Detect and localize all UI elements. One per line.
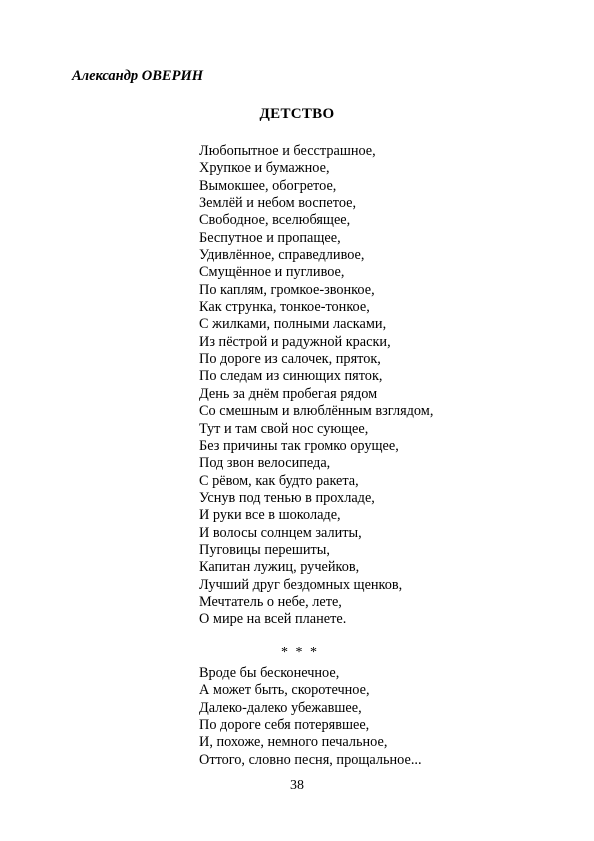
page-number: 38	[290, 778, 304, 793]
poem-line: Удивлённое, справедливое,	[199, 247, 365, 264]
stanza-separator: * * *	[281, 645, 319, 660]
poem-line: Оттого, словно песня, прощальное...	[199, 751, 422, 768]
poem-line: По каплям, громкое-звонкое,	[199, 281, 375, 298]
poem-line: По следам из синющих пяток,	[199, 368, 383, 385]
poem-line: Без причины так громко орущее,	[199, 437, 399, 454]
poem-line: И руки все в шоколаде,	[199, 507, 341, 524]
poem-stanza-2	[199, 665, 422, 769]
poem-line: С рёвом, как будто ракета,	[199, 472, 359, 489]
poem-line: О мире на всей планете.	[199, 611, 347, 628]
poem-line: День за днём пробегая рядом	[199, 385, 378, 402]
poem-line: Тут и там свой нос сующее,	[199, 420, 369, 437]
poem-line: С жилками, полными ласками,	[199, 316, 387, 333]
poem-line: Вымокшее, обогретое,	[199, 177, 337, 194]
poem-line: Землёй и небом воспетое,	[199, 195, 357, 212]
poem-line: По дороге из салочек, пряток,	[199, 351, 381, 368]
poem-line: И, похоже, немного печальное,	[199, 734, 388, 751]
poem-line: Из пёстрой и радужной краски,	[199, 333, 391, 350]
poem-line: Вроде бы бесконечное,	[199, 665, 340, 681]
poem-line: Мечтатель о небе, лете,	[199, 593, 342, 610]
poem-line: Хрупкое и бумажное,	[199, 160, 330, 177]
poem-line: Беспутное и пропащее,	[199, 229, 341, 246]
poem-title: ДЕТСТВО	[259, 106, 335, 122]
poem-line: По дороге себя потерявшее,	[199, 717, 370, 734]
author-name: Александр ОВЕРИН	[72, 68, 204, 84]
poem-line: Капитан лужиц, ручейков,	[199, 559, 360, 576]
poem-line: Смущённое и пугливое,	[199, 264, 345, 281]
poem-line: Свободное, вселюбящее,	[199, 212, 351, 229]
poem-line: Любопытное и бесстрашное,	[199, 143, 376, 159]
poem-line: Под звон велосипеда,	[199, 455, 331, 472]
poem-line: Со смешным и влюблённым взглядом,	[199, 403, 434, 420]
poem-line: Как струнка, тонкое-тонкое,	[199, 299, 370, 316]
poem-line: Далеко-далеко убежавшее,	[199, 699, 362, 716]
poem-line: А может быть, скоротечное,	[199, 682, 370, 699]
poem-line: Лучший друг бездомных щенков,	[199, 576, 403, 593]
poem-stanza-1	[199, 143, 433, 629]
poem-line: И волосы солнцем залиты,	[199, 524, 362, 541]
poem-line: Уснув под тенью в прохладе,	[199, 489, 375, 506]
poem-line: Пуговицы перешиты,	[199, 541, 330, 558]
